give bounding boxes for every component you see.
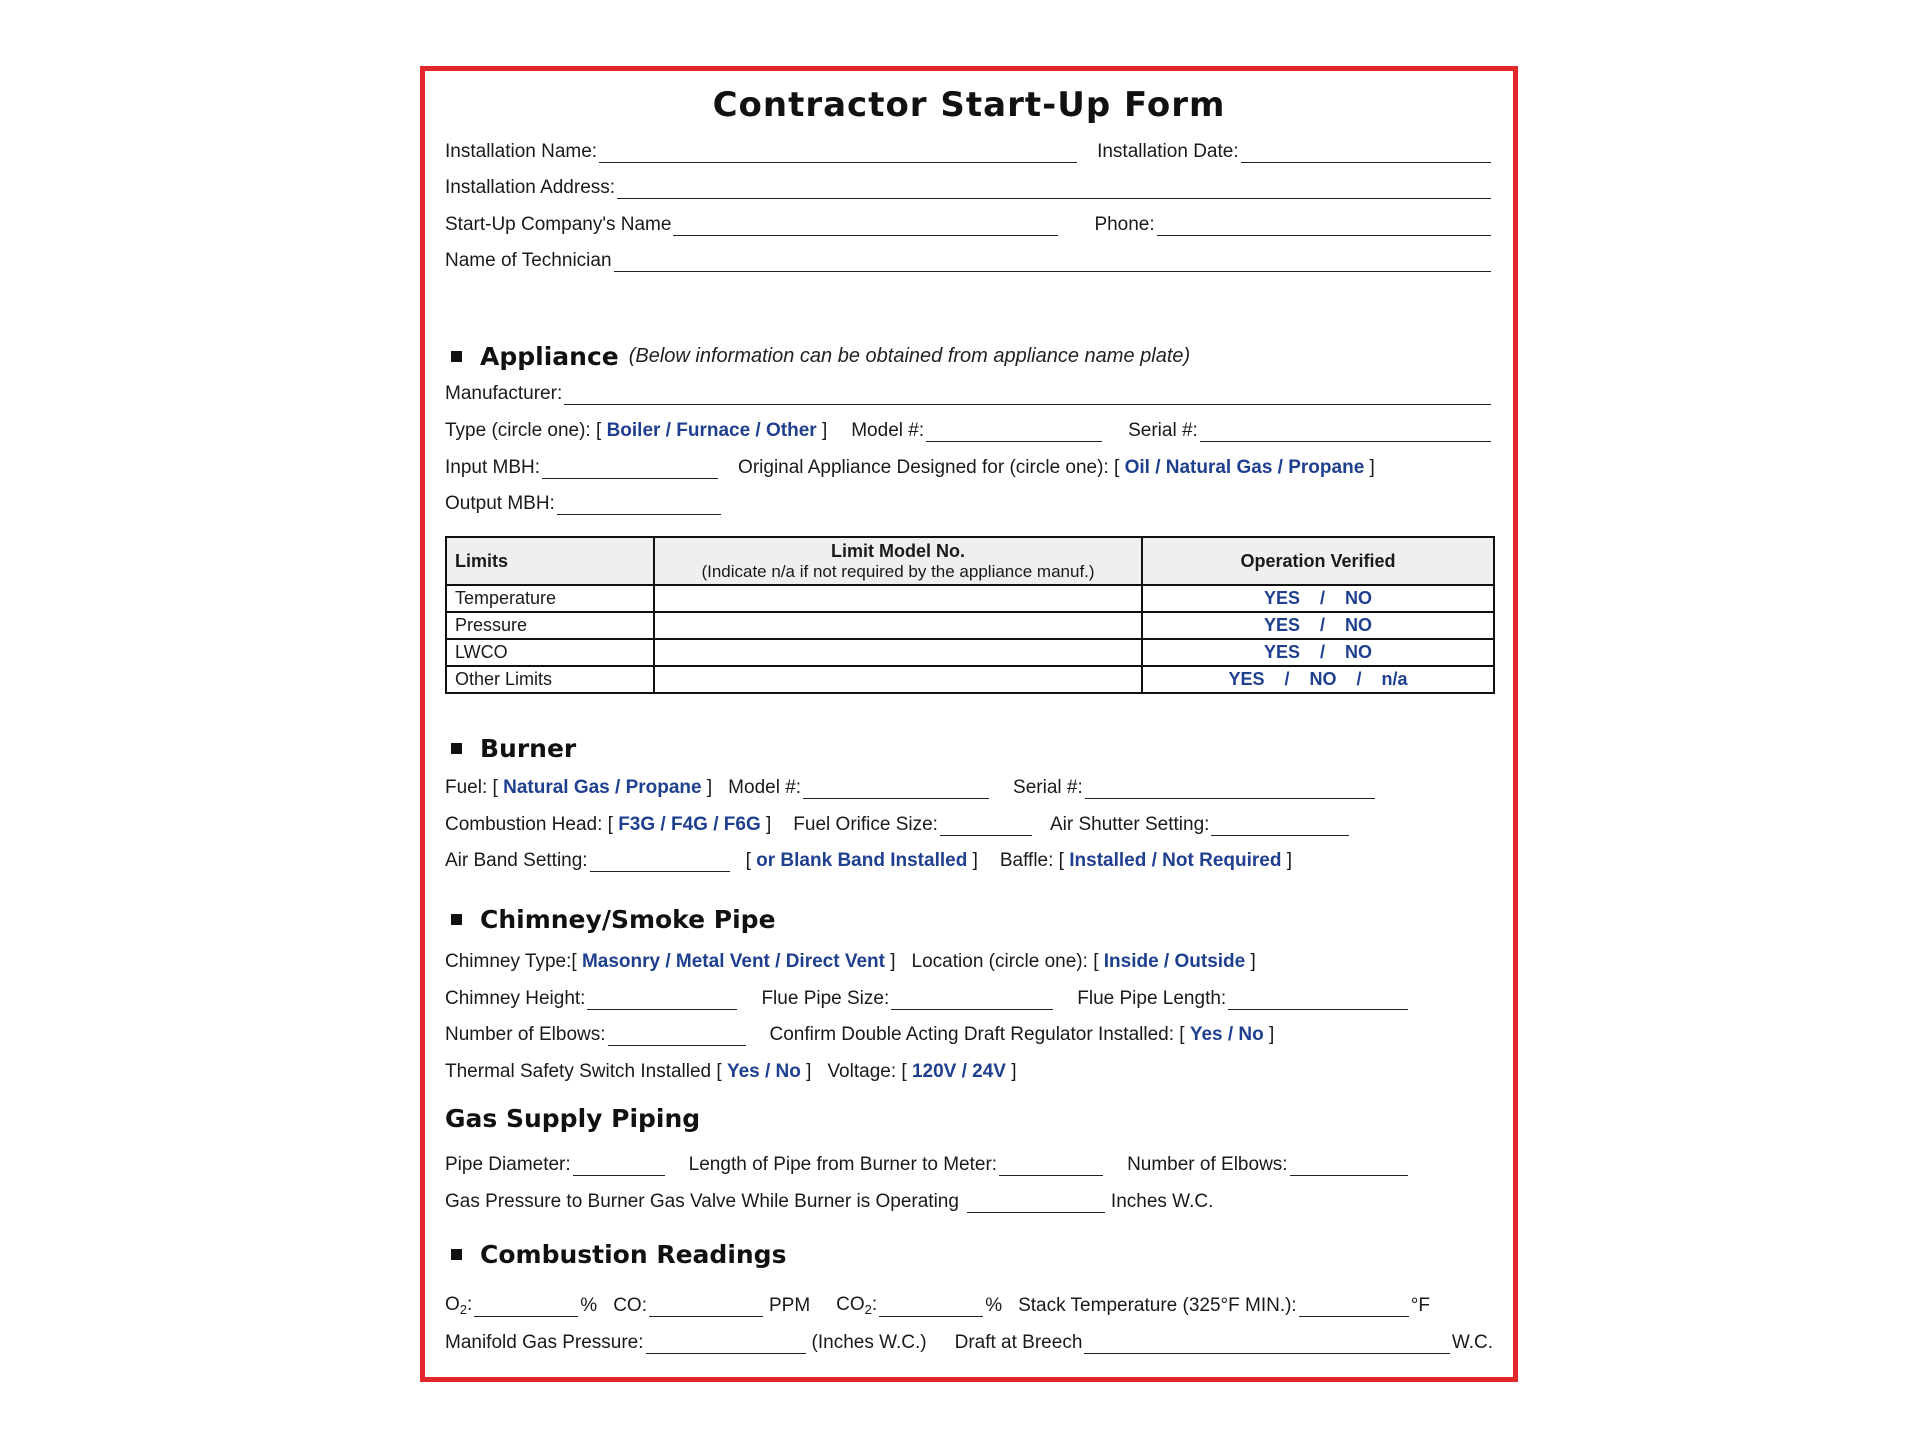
pipe-length-label: Length of Pipe from Burner to Meter: — [688, 1154, 998, 1175]
co2-field[interactable] — [879, 1298, 983, 1317]
co2-unit: % — [985, 1295, 1003, 1316]
model-label: Model #: — [851, 420, 925, 441]
serial-field[interactable] — [1200, 423, 1491, 442]
row-readings — [445, 1291, 1493, 1317]
appliance-heading: Appliance — [480, 342, 619, 371]
shutter-label: Air Shutter Setting: — [1049, 814, 1210, 835]
chimney-section-header — [445, 905, 776, 934]
model-field[interactable] — [926, 423, 1102, 442]
col-limit-model-title: Limit Model No. — [831, 540, 965, 561]
gas-pressure-label: Gas Pressure to Burner Gas Valve While Burner is Operating — [445, 1191, 959, 1212]
o2-unit: % — [580, 1295, 598, 1316]
row-output-mbh — [445, 489, 1493, 515]
installation-address-label: Installation Address: — [445, 177, 616, 198]
thermal-options[interactable]: Yes / No — [726, 1061, 801, 1082]
row-combustion-head: Combustion Head: [ F3G / F4G / F6G ] Fuel Orifice Size: Air Shutter Setting: — [445, 810, 1493, 836]
manifold-field[interactable] — [646, 1335, 806, 1354]
orifice-label: Fuel Orifice Size: — [793, 814, 938, 835]
row-address — [445, 173, 1493, 199]
limit-name: Pressure — [446, 612, 654, 639]
stack-unit: °F — [1410, 1295, 1430, 1316]
serial-label: Serial #: — [1128, 420, 1198, 441]
gas-pressure-field[interactable] — [967, 1194, 1105, 1213]
output-mbh-label: Output MBH: — [445, 493, 555, 514]
type-label: Type (circle one): [ — [445, 420, 602, 441]
limit-model-cell[interactable] — [654, 639, 1142, 666]
table-row — [446, 612, 1494, 639]
form-title: Contractor Start-Up Form — [712, 85, 1226, 125]
flue-size-label: Flue Pipe Size: — [761, 988, 890, 1009]
input-mbh-field[interactable] — [542, 460, 718, 479]
draft-regulator-label: Confirm Double Acting Draft Regulator Installed: [ — [769, 1024, 1185, 1045]
type-options[interactable]: Boiler / Furnace / Other — [606, 420, 817, 441]
baffle-options[interactable]: Installed / Not Required — [1069, 850, 1282, 871]
col-operation-verified: Operation Verified — [1142, 537, 1494, 585]
baffle-label: Baffle: [ — [999, 850, 1064, 871]
co2-label: $CO_2$: — [836, 1294, 878, 1317]
phone-label: Phone: — [1094, 214, 1155, 235]
form-frame — [420, 66, 1518, 1382]
burner-serial-label: Serial #: — [1013, 777, 1083, 798]
row-fuel: Fuel: [ Natural Gas / Propane ] Model #: Serial #: — [445, 773, 1493, 799]
draft-unit: W.C. — [1451, 1332, 1493, 1353]
o2-label: $O_2$: — [445, 1294, 473, 1317]
col-limits: Limits — [446, 537, 654, 585]
gas-section-header — [445, 1104, 700, 1133]
elbows-label: Number of Elbows: — [445, 1024, 606, 1045]
output-mbh-field[interactable] — [557, 496, 721, 515]
table-row — [446, 585, 1494, 612]
appliance-section-header — [445, 342, 1190, 371]
designed-for-options[interactable]: Oil / Natural Gas / Propane — [1124, 457, 1365, 478]
band-label: Air Band Setting: — [445, 850, 588, 871]
row-chimney-height — [445, 984, 1493, 1010]
combustion-section-header — [445, 1240, 786, 1269]
row-company — [445, 210, 1493, 236]
fuel-label: Fuel: [ — [445, 777, 498, 798]
manufacturer-field[interactable] — [564, 386, 1491, 405]
flue-length-field[interactable] — [1228, 991, 1408, 1010]
chimney-heading: Chimney/Smoke Pipe — [480, 905, 776, 934]
pipe-length-field[interactable] — [999, 1157, 1103, 1176]
voltage-options[interactable]: 120V / 24V — [911, 1061, 1006, 1082]
combustion-heading: Combustion Readings — [480, 1240, 787, 1269]
bullet-square-icon — [451, 1249, 462, 1260]
burner-section-header — [445, 734, 576, 763]
company-name-field[interactable] — [673, 217, 1058, 236]
draft-label: Draft at Breech — [954, 1332, 1083, 1353]
verify-cell[interactable]: YES / NO — [1142, 585, 1494, 612]
draft-field[interactable] — [1084, 1335, 1449, 1354]
row-installation — [445, 137, 1493, 163]
verify-cell[interactable]: YES / NO — [1142, 639, 1494, 666]
row-gas-pressure — [445, 1187, 1493, 1213]
burner-serial-field[interactable] — [1085, 780, 1375, 799]
bullet-square-icon — [451, 743, 462, 754]
row-manifold — [445, 1328, 1493, 1354]
installation-date-label: Installation Date: — [1097, 141, 1239, 162]
row-input-mbh: Input MBH: Original Appliance Designed for (circle one): [ Oil / Natural Gas / Propane ] — [445, 457, 1375, 478]
fuel-options[interactable]: Natural Gas / Propane — [503, 777, 702, 798]
phone-field[interactable] — [1157, 217, 1491, 236]
limits-header-row — [446, 537, 1494, 585]
shutter-field[interactable] — [1211, 817, 1349, 836]
limit-name: Temperature — [446, 585, 654, 612]
verify-cell[interactable]: YES / NO — [1142, 612, 1494, 639]
input-mbh-label: Input MBH: — [445, 457, 541, 478]
gas-heading: Gas Supply Piping — [445, 1104, 701, 1133]
elbows-field[interactable] — [608, 1027, 746, 1046]
row-manufacturer — [445, 379, 1493, 405]
gas-elbows-label: Number of Elbows: — [1127, 1154, 1288, 1175]
company-name-label: Start-Up Company's Name — [445, 214, 672, 235]
col-limit-model-note: (Indicate n/a if not required by the appliance manuf.) — [701, 561, 1095, 581]
co-field[interactable] — [649, 1298, 763, 1317]
limit-name: Other Limits — [446, 666, 654, 693]
bullet-square-icon — [451, 914, 462, 925]
location-options[interactable]: Inside / Outside — [1103, 951, 1246, 972]
co-unit: PPM — [768, 1295, 811, 1316]
row-thermal: Thermal Safety Switch Installed [ Yes / No ] Voltage: [ 120V / 24V ] — [445, 1061, 1017, 1082]
row-technician — [445, 246, 1493, 272]
chimney-height-field[interactable] — [587, 991, 737, 1010]
o2-field[interactable] — [474, 1298, 578, 1317]
chimney-type-options[interactable]: Masonry / Metal Vent / Direct Vent — [581, 951, 885, 972]
limits-table — [445, 536, 1495, 694]
thermal-label: Thermal Safety Switch Installed [ — [445, 1061, 722, 1082]
technician-label: Name of Technician — [445, 250, 612, 271]
flue-size-field[interactable] — [891, 991, 1053, 1010]
head-options[interactable]: F3G / F4G / F6G — [618, 814, 761, 835]
appliance-note: (Below information can be obtained from appliance name plate) — [628, 345, 1191, 367]
installation-name-label: Installation Name: — [445, 141, 598, 162]
voltage-label: Voltage: [ — [827, 1061, 907, 1082]
row-air-band: Air Band Setting: [ or Blank Band Installed ] Baffle: [ Installed / Not Required ] — [445, 850, 1293, 871]
limit-model-cell[interactable] — [654, 666, 1142, 693]
co-label: CO: — [613, 1295, 647, 1316]
draft-regulator-options[interactable]: Yes / No — [1189, 1024, 1264, 1045]
flue-length-label: Flue Pipe Length: — [1077, 988, 1227, 1009]
band-field[interactable] — [590, 853, 730, 872]
head-label: Combustion Head: [ — [445, 814, 613, 835]
verify-cell[interactable]: YES / NO / n/a — [1142, 666, 1494, 693]
burner-model-label: Model #: — [728, 777, 802, 798]
gas-elbows-field[interactable] — [1290, 1157, 1408, 1176]
installation-address-field[interactable] — [617, 180, 1491, 199]
chimney-height-label: Chimney Height: — [445, 988, 586, 1009]
table-row — [446, 666, 1494, 693]
pipe-diameter-label: Pipe Diameter: — [445, 1154, 571, 1175]
row-chimney-type: Chimney Type:[ Masonry / Metal Vent / Direct Vent ] Location (circle one): [ Inside / Outside ] — [445, 951, 1256, 972]
limit-model-cell[interactable] — [654, 585, 1142, 612]
technician-field[interactable] — [614, 253, 1491, 272]
orifice-field[interactable] — [940, 817, 1032, 836]
table-row — [446, 639, 1494, 666]
manufacturer-label: Manufacturer: — [445, 383, 563, 404]
manifold-label: Manifold Gas Pressure: — [445, 1332, 644, 1353]
row-type: Type (circle one): [ Boiler / Furnace / Other ] Model #: Serial #: — [445, 416, 1493, 442]
chimney-type-label: Chimney Type:[ — [445, 951, 577, 972]
row-pipe — [445, 1150, 1493, 1176]
installation-date-field[interactable] — [1241, 144, 1491, 163]
bullet-square-icon — [451, 351, 462, 362]
limit-name: LWCO — [446, 639, 654, 666]
stack-label: Stack Temperature (325°F MIN.): — [1018, 1295, 1297, 1316]
burner-heading: Burner — [480, 734, 577, 763]
col-limit-model — [654, 537, 1142, 585]
pipe-diameter-field[interactable] — [573, 1157, 665, 1176]
location-label: Location (circle one): [ — [911, 951, 1099, 972]
stack-field[interactable] — [1299, 1298, 1409, 1317]
gas-pressure-unit: Inches W.C. — [1110, 1191, 1214, 1212]
manifold-unit: (Inches W.C.) — [811, 1332, 927, 1353]
installation-name-field[interactable] — [599, 144, 1077, 163]
row-elbows: Number of Elbows: Confirm Double Acting Draft Regulator Installed: [ Yes / No ] — [445, 1024, 1275, 1045]
blank-band-option[interactable]: or Blank Band Installed — [756, 850, 968, 871]
designed-for-label: Original Appliance Designed for (circle one): [ — [738, 457, 1120, 478]
limit-model-cell[interactable] — [654, 612, 1142, 639]
burner-model-field[interactable] — [803, 780, 989, 799]
